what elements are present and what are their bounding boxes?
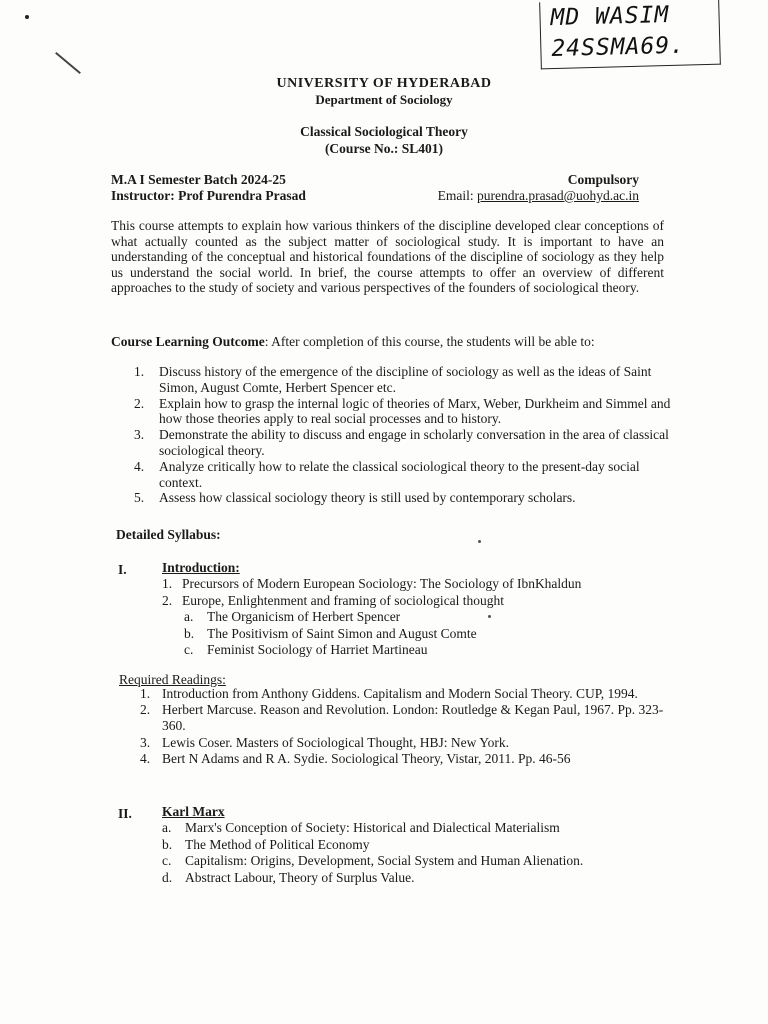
list-item: a. The Organicism of Herbert Spencer: [184, 609, 401, 624]
handwritten-name-box: [539, 0, 721, 69]
unit-1-section: [162, 560, 662, 659]
instructor-name: Prof Purendra Prasad: [178, 188, 306, 203]
course-title: Classical Sociological Theory: [300, 124, 468, 139]
ink-dot: [25, 15, 29, 19]
unit-2-title: Karl Marx: [162, 804, 225, 819]
learning-outcome-text: : After completion of this course, the students will be able to:: [264, 334, 595, 349]
unit-1-sublist: [162, 609, 662, 659]
list-item: b. The Positivism of Saint Simon and August Comte: [184, 625, 477, 641]
list-item: 5. Assess how classical sociology theory is still used by contemporary scholars.: [134, 490, 576, 506]
department-name: Department of Sociology: [315, 92, 453, 107]
pen-scratch: [55, 52, 81, 74]
list-item: 1. Precursors of Modern European Sociology: The Sociology of IbnKhaldun: [162, 576, 582, 591]
unit-1-title: Introduction:: [162, 560, 240, 575]
syllabus-heading: Detailed Syllabus:: [116, 527, 221, 542]
handwritten-name: MD WASIM: [550, 1, 670, 32]
list-item: c. Capitalism: Origins, Development, Social System and Human Alienation.: [162, 853, 584, 868]
list-item: d. Abstract Labour, Theory of Surplus Value.: [162, 869, 415, 885]
instructor-row: [111, 188, 639, 204]
learning-outcome-intro: [111, 334, 671, 350]
batch-row: [111, 172, 639, 188]
unit-1-numeral: I.: [118, 562, 127, 577]
unit-2-section: [162, 804, 662, 886]
required-readings-list: [140, 686, 680, 767]
list-item: 1. Introduction from Anthony Giddens. Capitalism and Modern Social Theory. CUP, 1994.: [140, 686, 638, 701]
instructor-label: Instructor:: [111, 188, 175, 203]
ink-speck: [488, 615, 491, 618]
list-item: 4. Analyze critically how to relate the classical sociological theory to the present-day social context.: [134, 458, 640, 490]
list-item: 3. Demonstrate the ability to discuss and engage in scholarly conversation in the area of classical sociological theory.: [134, 427, 669, 458]
list-item: 4. Bert N Adams and R A. Sydie. Sociological Theory, Vistar, 2011. Pp. 46-56: [140, 750, 571, 766]
learning-outcome-list: [134, 364, 674, 506]
course-description: This course attempts to explain how various thinkers of the discipline developed clear conceptions of what actually counted as the subject matter of sociological study. It is important to have an understanding of the conceptual and historical foundations of the discipline of sociology as they help us understand the social world. In brief, the course attempts to offer an overview of different approaches to the study of society and various perspectives of the founders of sociological theory.: [111, 218, 664, 296]
university-name: UNIVERSITY OF HYDERABAD: [276, 76, 492, 91]
email-label: Email:: [437, 188, 474, 203]
list-item: 2. Europe, Enlightenment and framing of sociological thought: [162, 592, 505, 608]
email-link[interactable]: purendra.prasad@uohyd.ac.in: [477, 188, 639, 203]
list-item: 1. Discuss history of the emergence of the discipline of sociology as well as the ideas of Saint Simon, August Comte, Herbert Spencer etc.: [134, 364, 652, 395]
list-item: 3. Lewis Coser. Masters of Sociological Thought, HBJ: New York.: [140, 734, 509, 750]
batch: M.A I Semester Batch 2024-25: [111, 172, 286, 187]
list-item: c. Feminist Sociology of Harriet Martineau: [184, 642, 428, 657]
learning-outcome-label: Course Learning Outcome: [111, 334, 265, 349]
ink-speck: [478, 540, 481, 543]
course-number: (Course No.: SL401): [324, 141, 444, 156]
unit-2-numeral: II.: [118, 806, 132, 821]
course-type: Compulsory: [567, 172, 639, 187]
list-item: a. Marx's Conception of Society: Historical and Dialectical Materialism: [162, 820, 560, 835]
email-block: [438, 188, 639, 204]
handwritten-roll-number: 24SSMA69.: [551, 32, 686, 63]
required-readings-heading: Required Readings:: [119, 672, 226, 687]
list-item: 2. Explain how to grasp the internal logic of theories of Marx, Weber, Durkheim and Simmel and how those theories apply to real social processes and to history.: [134, 395, 671, 427]
list-item: 2. Herbert Marcuse. Reason and Revolution. London: Routledge & Kegan Paul, 1967. Pp. 323-360.: [140, 702, 664, 734]
list-item: b. The Method of Political Economy: [162, 836, 370, 852]
